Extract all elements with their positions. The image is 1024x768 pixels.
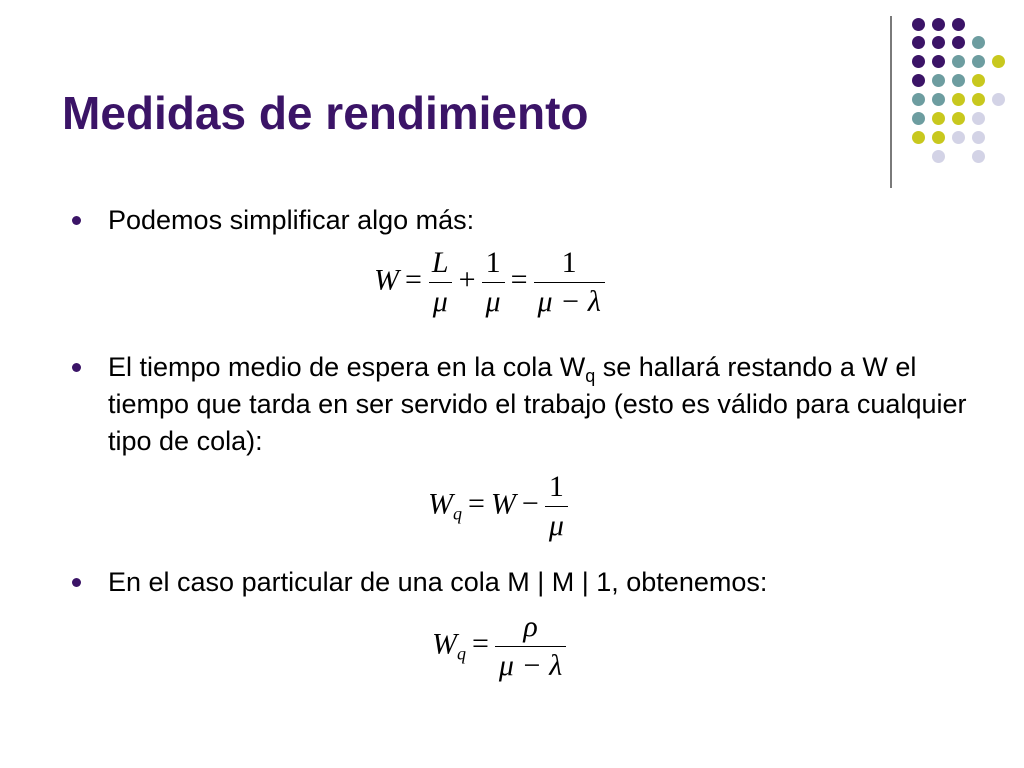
decor-dot xyxy=(972,131,985,144)
decor-dot xyxy=(952,112,965,125)
eq1-lhs: W xyxy=(374,263,399,297)
eq1-plus: + xyxy=(458,263,476,297)
decor-dot xyxy=(932,131,945,144)
decor-dot xyxy=(992,55,1005,68)
eq1-f3-den: μ − λ xyxy=(534,282,605,321)
bullet-text-1: Podemos simplificar algo más: xyxy=(108,205,475,235)
decor-dot xyxy=(932,93,945,106)
bullet-2-text-before: El tiempo medio de espera en la cola W xyxy=(108,352,586,382)
decor-dot xyxy=(992,93,1005,106)
decor-dot xyxy=(952,131,965,144)
bullet-marker xyxy=(72,216,81,225)
bullet-marker xyxy=(72,363,81,372)
decor-dot xyxy=(952,18,965,31)
eq3-f-num: ρ xyxy=(523,610,538,643)
decor-dot xyxy=(932,74,945,87)
decor-dot xyxy=(912,55,925,68)
eq1-f1-den: μ xyxy=(429,282,452,321)
eq1-equals: = xyxy=(405,263,422,297)
decor-dot xyxy=(912,36,925,49)
decor-dot xyxy=(952,74,965,87)
eq1-fraction-3 xyxy=(534,244,605,321)
decor-dot xyxy=(932,36,945,49)
divider-line xyxy=(890,16,892,188)
decor-dot xyxy=(972,150,985,163)
decor-dot xyxy=(912,112,925,125)
decor-dot xyxy=(952,93,965,106)
eq2-f-den: μ xyxy=(545,506,568,545)
slide-title: Medidas de rendimiento xyxy=(62,87,589,139)
decorative-dot-grid xyxy=(904,10,1014,170)
eq2-term: W xyxy=(490,487,516,521)
decor-dot xyxy=(952,55,965,68)
eq2-minus: − xyxy=(521,487,539,521)
eq3-f-den: μ − λ xyxy=(495,646,566,685)
equation-wq xyxy=(428,468,568,545)
eq1-equals-2: = xyxy=(510,263,528,297)
decor-dot xyxy=(972,74,985,87)
decor-dot xyxy=(912,18,925,31)
eq1-f3-num: 1 xyxy=(561,246,577,279)
decor-dot xyxy=(932,55,945,68)
eq3-lhs-subscript: q xyxy=(457,643,466,664)
decor-dot xyxy=(912,74,925,87)
eq1-fraction-1 xyxy=(428,244,453,321)
eq1-f1-num: L xyxy=(431,246,449,279)
eq1-f2-den: μ xyxy=(482,282,505,321)
decor-dot xyxy=(932,18,945,31)
eq1-f2-num: 1 xyxy=(485,246,501,279)
decor-dot xyxy=(972,55,985,68)
decor-dot xyxy=(932,112,945,125)
bullet-2-subscript: q xyxy=(585,366,596,386)
eq2-fraction xyxy=(545,468,568,545)
equation-wq-mm1 xyxy=(432,608,566,685)
bullet-text-2 xyxy=(108,349,968,460)
bullet-2-text-after: se hallará restando a W el tiempo que tarda en ser servido el trabajo (esto es válido para cualquier tipo de cola): xyxy=(108,352,967,456)
bullet-marker xyxy=(72,578,81,587)
eq3-lhs: W xyxy=(432,627,457,661)
eq2-lhs: W xyxy=(428,487,453,521)
eq1-fraction-2 xyxy=(482,244,505,321)
decor-dot xyxy=(972,93,985,106)
decor-dot xyxy=(972,36,985,49)
eq2-f-num: 1 xyxy=(548,470,564,503)
decor-dot xyxy=(932,150,945,163)
bullet-text-3: En el caso particular de una cola M | M | 1, obtenemos: xyxy=(108,567,768,597)
equation-w xyxy=(374,244,605,321)
eq2-equals: = xyxy=(468,487,485,521)
decor-dot xyxy=(952,36,965,49)
eq3-equals: = xyxy=(472,627,489,661)
decor-dot xyxy=(912,131,925,144)
decor-dot xyxy=(912,93,925,106)
eq3-fraction xyxy=(495,608,566,685)
decor-dot xyxy=(972,112,985,125)
eq2-lhs-subscript: q xyxy=(453,503,462,524)
